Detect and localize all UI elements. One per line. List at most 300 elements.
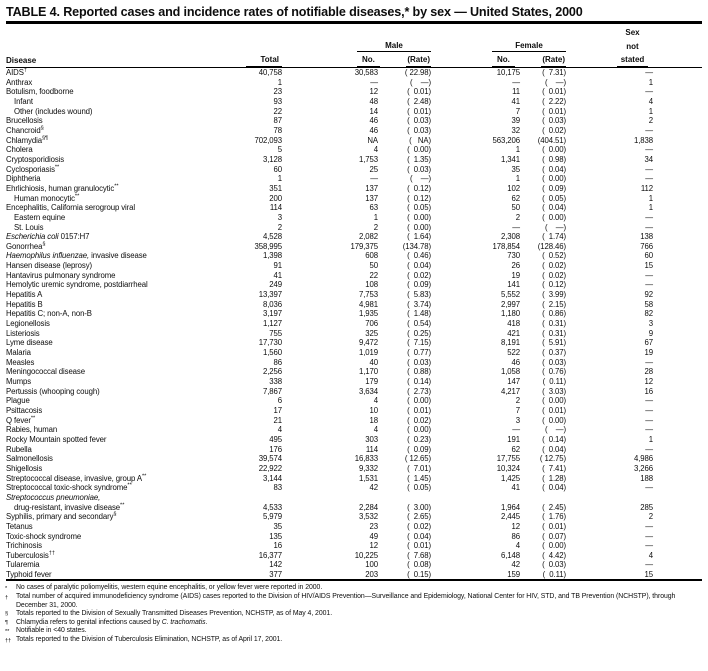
male-rate-cell: ( 7.68) [407, 550, 431, 560]
male-rate-cell: ( 0.15) [407, 569, 431, 579]
male-no-cell: 25 [369, 164, 378, 174]
female-no-cell: 62 [511, 193, 520, 203]
header-row-sex [6, 24, 702, 38]
table-row [6, 126, 702, 136]
sex-not-stated-cell: 188 [640, 473, 653, 483]
male-rate-cell: ( —) [410, 174, 431, 184]
total-cell: 60 [273, 164, 282, 174]
spacer-cell [653, 261, 702, 271]
sex-not-stated-cell: — [645, 483, 653, 493]
total-cell: 16 [273, 541, 282, 551]
spacer-cell [653, 338, 702, 348]
table-row [6, 377, 702, 387]
total-cell: 8,036 [262, 299, 282, 309]
female-rate-cell: ( 0.04) [542, 164, 566, 174]
table-body [6, 68, 702, 581]
female-no-cell: 10,175 [496, 68, 520, 77]
male-rate-cell: ( 12.65) [404, 454, 431, 464]
header-total: Total [246, 54, 282, 67]
table-row [6, 116, 702, 126]
sex-not-stated-cell: 1 [648, 193, 653, 203]
disease-name: Tuberculosis†† [6, 550, 55, 560]
female-no-cell: 141 [507, 280, 520, 290]
footnote-marker: * [5, 585, 8, 592]
spacer-cell [653, 251, 702, 261]
footnote-marker: ** [114, 183, 119, 190]
sex-not-stated-cell: — [645, 280, 653, 290]
female-no-cell: — [512, 222, 520, 232]
male-rate-cell: ( 2.73) [407, 386, 431, 396]
female-no-cell: 26 [511, 261, 520, 271]
total-cell: 17,730 [258, 338, 282, 348]
disease-name: Hemolytic uremic syndrome, postdiarrheal [6, 280, 148, 290]
table-row [6, 155, 702, 165]
disease-name: drug-resistant, invasive disease** [14, 501, 125, 512]
total-cell: 377 [269, 569, 282, 579]
table-row [6, 454, 702, 464]
spacer-cell [653, 541, 702, 551]
male-rate-cell: ( 0.12) [407, 183, 431, 193]
sex-not-stated-cell: 1,838 [633, 135, 653, 145]
female-rate-cell: ( 0.11) [542, 377, 566, 386]
male-rate-cell: ( 0.00) [407, 145, 431, 155]
table-row [6, 473, 702, 483]
female-no-cell: 1 [515, 145, 520, 155]
male-rate-cell: ( 0.23) [407, 434, 431, 444]
female-rate-cell: ( 0.01) [542, 521, 566, 531]
total-cell: 4 [277, 425, 282, 435]
total-cell: 755 [269, 328, 282, 338]
disease-name: Psittacosis [6, 405, 43, 415]
sex-not-stated-cell: 112 [640, 183, 653, 193]
disease-name: Anthrax [6, 77, 33, 87]
female-rate-cell: ( 0.01) [542, 87, 566, 97]
female-rate-cell: ( 0.05) [542, 193, 566, 203]
male-rate-cell: ( 0.12) [407, 193, 431, 203]
disease-name: AIDS† [6, 67, 27, 77]
spacer-cell [653, 242, 702, 252]
female-rate-cell: ( 7.31) [542, 68, 566, 77]
sex-not-stated-cell: 28 [644, 367, 653, 377]
female-no-cell: 1,180 [500, 309, 520, 319]
sex-not-stated-cell: 766 [640, 241, 653, 251]
sex-not-stated-cell: 2 [648, 512, 653, 522]
male-no-cell: 2 [373, 222, 378, 232]
male-rate-cell: ( 0.05) [407, 203, 431, 213]
female-no-cell: 50 [511, 203, 520, 213]
disease-name: Streptococcus pneumoniae, [6, 492, 101, 502]
disease-name: Chlamydia§¶ [6, 135, 49, 145]
female-no-cell: 11 [512, 87, 520, 97]
male-rate-cell: ( 0.04) [407, 531, 431, 541]
male-no-cell: 203 [365, 569, 378, 579]
total-cell: 702,093 [254, 135, 282, 145]
total-cell: 35 [273, 521, 282, 531]
header-sex-line2: not [626, 41, 639, 51]
total-cell: 1 [277, 174, 282, 184]
male-rate-cell: ( 0.03) [407, 116, 431, 126]
female-rate-cell [520, 493, 566, 503]
female-rate-cell: (404.51) [537, 135, 566, 145]
spacer-cell [653, 290, 702, 300]
female-rate-cell: ( 0.31) [542, 319, 566, 329]
table-row [6, 145, 702, 155]
female-no-cell: 46 [511, 357, 520, 367]
female-rate-cell: ( 0.09) [542, 183, 566, 193]
male-no-cell: 137 [365, 193, 378, 203]
total-cell: 249 [269, 280, 282, 290]
male-rate-cell: ( 0.09) [407, 280, 431, 290]
female-rate-cell: ( 0.00) [542, 415, 566, 425]
disease-name: Mumps [6, 377, 32, 386]
table-row [6, 483, 702, 493]
female-rate-cell: ( 0.00) [542, 145, 566, 155]
spacer-cell [653, 367, 702, 377]
female-rate-cell: ( 3.03) [542, 386, 566, 396]
male-rate-cell: ( 0.09) [407, 444, 431, 454]
female-rate-cell: ( 12.75) [539, 454, 566, 464]
total-cell: 1 [277, 77, 282, 87]
table-row [6, 502, 702, 512]
table-row [6, 242, 702, 252]
male-no-cell: NA [367, 135, 378, 145]
male-rate-cell: ( 2.48) [407, 96, 431, 106]
female-rate-cell: ( 2.45) [542, 502, 566, 512]
total-cell: 135 [269, 531, 282, 541]
male-rate-cell: ( 0.01) [407, 541, 431, 551]
table-row [6, 290, 702, 300]
female-no-cell: 19 [511, 270, 520, 280]
male-rate-cell [378, 493, 431, 503]
total-cell: 1,127 [262, 319, 282, 329]
sex-not-stated-cell: — [645, 270, 653, 280]
table-row [6, 261, 702, 271]
spacer-cell [653, 135, 702, 145]
sex-not-stated-cell: — [645, 212, 653, 222]
female-no-cell: 159 [507, 569, 520, 579]
disease-name: Cyclosporiasis** [6, 163, 60, 174]
male-rate-cell: ( 0.00) [407, 425, 431, 435]
female-rate-cell: ( 0.03) [542, 116, 566, 126]
sex-not-stated-cell: 4,986 [633, 454, 653, 464]
female-rate-cell: ( 0.00) [542, 396, 566, 406]
disease-name: Listeriosis [6, 328, 40, 338]
table-row [6, 300, 702, 310]
sex-not-stated-cell: — [645, 560, 653, 570]
female-rate-cell: ( 0.00) [542, 174, 566, 184]
spacer-cell [653, 570, 702, 581]
sex-not-stated-cell: 1 [648, 106, 653, 116]
footnote-marker: ¶ [5, 620, 8, 627]
table-row [6, 174, 702, 184]
female-no-cell: 42 [511, 560, 520, 570]
disease-name: Escherichia coli 0157:H7 [6, 232, 90, 242]
male-rate-cell: ( 3.00) [407, 502, 431, 512]
table-row [6, 560, 702, 570]
male-rate-cell: ( NA) [409, 135, 431, 145]
table-row [6, 251, 702, 261]
female-no-cell: 2,997 [500, 299, 520, 309]
sex-not-stated-cell: 1 [648, 434, 653, 444]
spacer-cell [653, 300, 702, 310]
table-row [6, 87, 702, 97]
female-no-cell: 41 [511, 483, 520, 493]
sex-not-stated-cell: 3 [648, 319, 653, 329]
male-no-cell: 46 [369, 125, 378, 135]
male-no-cell: — [370, 77, 378, 87]
footnote-marker: † [5, 594, 9, 601]
table-row [6, 522, 702, 532]
spacer-cell [653, 213, 702, 223]
female-no-cell: — [512, 77, 520, 87]
female-rate-cell: ( 0.01) [542, 405, 566, 415]
female-rate-cell: ( 0.04) [542, 444, 566, 454]
total-cell: 16,377 [258, 550, 282, 560]
spacer-cell [653, 68, 702, 78]
male-no-cell: 4,981 [358, 299, 378, 309]
spacer-cell [653, 454, 702, 464]
table-row [6, 570, 702, 581]
spacer-cell [653, 97, 702, 107]
total-cell: 1,560 [262, 348, 282, 358]
female-no-cell: — [512, 425, 520, 435]
male-no-cell: 42 [369, 483, 378, 493]
male-no-cell: 1,170 [358, 367, 378, 377]
male-rate-cell: ( 0.01) [407, 405, 431, 415]
table-row [6, 222, 702, 232]
female-no-cell: 102 [507, 183, 520, 193]
male-no-cell: 179,375 [350, 241, 378, 251]
footnote-marker: ** [142, 472, 147, 479]
footnote [5, 619, 704, 628]
spacer-cell [653, 116, 702, 126]
sex-not-stated-cell: 82 [644, 309, 653, 319]
male-no-cell: 1,935 [358, 309, 378, 319]
footnote-text: Totals reported to the Division of Sexually Transmitted Diseases Prevention, NCHSTP, as of May 4, 2001. [16, 609, 333, 617]
male-no-cell: 108 [365, 280, 378, 290]
footnote-text: Totals reported to the Division of Tuberculosis Elimination, NCHSTP, as of April 17, 2001. [16, 636, 283, 644]
female-no-cell: 2 [515, 396, 520, 406]
disease-table [6, 24, 702, 582]
total-cell: 23 [273, 87, 282, 97]
total-cell: 17 [273, 405, 282, 415]
female-rate-cell: ( 0.86) [542, 309, 566, 319]
male-no-cell: 49 [369, 531, 378, 541]
spacer-cell [653, 319, 702, 329]
male-no-cell: 179 [365, 377, 378, 386]
disease-name: Rabies, human [6, 425, 58, 435]
sex-not-stated-cell: 9 [648, 328, 653, 338]
male-no-cell: 10 [369, 405, 378, 415]
male-rate-cell: ( 1.48) [407, 309, 431, 319]
female-rate-cell: ( 0.02) [542, 125, 566, 135]
male-rate-cell: ( 0.00) [407, 396, 431, 406]
table-row [6, 203, 702, 213]
footnote [5, 627, 704, 636]
header-disease: Disease [6, 52, 231, 68]
disease-name: Plague [6, 396, 30, 406]
footnote [5, 610, 704, 619]
disease-name: Trichinosis [6, 541, 42, 551]
table-row [6, 184, 702, 194]
male-rate-cell: ( 7.15) [407, 338, 431, 348]
female-rate-cell: ( 0.03) [542, 560, 566, 570]
female-no-cell: 39 [511, 116, 520, 126]
footnote-text: No cases of paralytic poliomyelitis, western equine encephalitis, or yellow fever were reported in 2000. [16, 584, 323, 592]
footnote-marker: ** [120, 501, 125, 508]
female-no-cell: 1 [515, 174, 520, 184]
table-row [6, 435, 702, 445]
male-no-cell: 46 [369, 116, 378, 126]
total-cell: 338 [269, 377, 282, 386]
total-cell: 2 [277, 222, 282, 232]
female-rate-cell: ( 1.74) [542, 232, 566, 242]
total-cell: 142 [269, 560, 282, 570]
sex-not-stated-cell: 1 [648, 203, 653, 213]
sex-not-stated-cell: — [645, 357, 653, 367]
total-cell: 495 [269, 434, 282, 444]
male-no-cell: 12 [369, 541, 378, 551]
sex-not-stated-cell: — [645, 164, 653, 174]
footnote-text: Notifiable in <40 states. [16, 627, 87, 635]
table-title: TABLE 4. Reported cases and incidence rates of notifiable diseases,* by sex — United States, 2000 [6, 5, 583, 19]
sex-not-stated-cell: — [645, 405, 653, 415]
footnote-marker: † [23, 67, 27, 74]
spacer-cell [653, 531, 702, 541]
footnote-marker: § [40, 125, 44, 132]
sex-not-stated-cell: — [645, 444, 653, 454]
total-cell: 4,528 [262, 232, 282, 242]
sex-not-stated-cell: 12 [644, 377, 653, 386]
spacer-cell [653, 232, 702, 242]
female-no-cell: 2,308 [500, 232, 520, 242]
female-no-cell: 35 [511, 164, 520, 174]
total-cell: 114 [269, 203, 282, 213]
female-rate-cell: ( 3.99) [542, 290, 566, 300]
total-cell: 22 [273, 106, 282, 116]
female-no-cell: 522 [507, 348, 520, 358]
total-cell: 5,979 [262, 512, 282, 522]
female-no-cell: 178,854 [492, 241, 520, 251]
footnote [5, 636, 704, 645]
spacer-cell [653, 164, 702, 174]
disease-name: Hepatitis B [6, 299, 43, 309]
table-row [6, 271, 702, 281]
disease-name: Typhoid fever [6, 569, 52, 579]
male-no-cell [282, 493, 378, 503]
total-cell: 41 [273, 270, 282, 280]
header-row-columns [6, 52, 702, 68]
total-cell: 3,128 [262, 154, 282, 164]
table-row [6, 309, 702, 319]
disease-name: Meningococcal disease [6, 367, 85, 377]
male-rate-cell: ( 0.03) [407, 357, 431, 367]
disease-name: Shigellosis [6, 463, 43, 473]
header-sex-line3: stated [617, 54, 649, 67]
table-row [6, 387, 702, 397]
footnotes [5, 584, 704, 645]
total-cell: 176 [269, 444, 282, 454]
disease-name: Encephalitis, California serogroup viral [6, 203, 136, 213]
total-cell: 200 [269, 193, 282, 203]
sex-not-stated-cell: 3,266 [633, 463, 653, 473]
table-row [6, 68, 702, 78]
male-no-cell: 137 [365, 183, 378, 193]
male-rate-cell: ( 7.01) [407, 463, 431, 473]
male-no-cell: 1,019 [358, 348, 378, 358]
table-row [6, 164, 702, 174]
female-no-cell: 1,341 [500, 154, 520, 164]
sex-not-stated-cell: — [645, 174, 653, 184]
table-row [6, 319, 702, 329]
disease-name: Other (includes wound) [14, 106, 93, 116]
total-cell: 1,398 [262, 251, 282, 261]
header-female-no: No. [492, 54, 515, 67]
spacer-cell [653, 358, 702, 368]
male-rate-cell: ( 0.14) [407, 377, 431, 386]
female-no-cell: 86 [511, 531, 520, 541]
male-rate-cell: (134.78) [402, 241, 431, 251]
table-row [6, 348, 702, 358]
female-no-cell: 191 [507, 434, 520, 444]
disease-name: Streptococcal toxic-shock syndrome** [6, 482, 132, 493]
male-no-cell: 63 [369, 203, 378, 213]
table-row [6, 232, 702, 242]
disease-name: Hantavirus pulmonary syndrome [6, 270, 116, 280]
disease-name: Rocky Mountain spotted fever [6, 434, 107, 444]
female-rate-cell: ( 0.12) [542, 280, 566, 290]
male-no-cell: 1,753 [358, 154, 378, 164]
table-row [6, 329, 702, 339]
sex-not-stated-cell: 67 [644, 338, 653, 348]
male-no-cell: 23 [369, 521, 378, 531]
female-rate-cell: (128.46) [537, 241, 566, 251]
disease-name: Diphtheria [6, 174, 41, 184]
male-no-cell: 1 [373, 212, 378, 222]
spacer-cell [653, 464, 702, 474]
total-cell: 22,922 [258, 463, 282, 473]
header-row-groups [6, 38, 702, 52]
female-rate-cell: ( 4.42) [542, 550, 566, 560]
disease-name: Chancroid§ [6, 125, 44, 135]
disease-name: Legionellosis [6, 319, 50, 329]
spacer-cell [653, 329, 702, 339]
disease-name: Infant [14, 96, 33, 106]
female-rate-cell: ( 0.37) [542, 348, 566, 358]
female-rate-cell: ( 0.76) [542, 367, 566, 377]
female-no-cell: 6,148 [500, 550, 520, 560]
male-rate-cell: ( 0.03) [407, 164, 431, 174]
spacer-cell [653, 222, 702, 232]
female-rate-cell: ( 0.02) [542, 261, 566, 271]
sex-not-stated-cell: — [645, 425, 653, 435]
spacer-cell [653, 87, 702, 97]
table-row [6, 193, 702, 203]
female-no-cell: 17,755 [496, 454, 520, 464]
footnote [5, 584, 704, 593]
spacer-cell [653, 377, 702, 387]
female-no-cell: 7 [515, 106, 520, 116]
footnote-marker: †† [48, 550, 55, 557]
total-cell: 83 [273, 483, 282, 493]
male-no-cell: 4 [373, 425, 378, 435]
female-rate-cell: ( 2.22) [542, 96, 566, 106]
disease-name: Eastern equine [14, 212, 66, 222]
total-cell: 4,533 [262, 502, 282, 512]
table-row [6, 531, 702, 541]
sex-not-stated-cell: — [645, 222, 653, 232]
spacer-cell [653, 551, 702, 561]
